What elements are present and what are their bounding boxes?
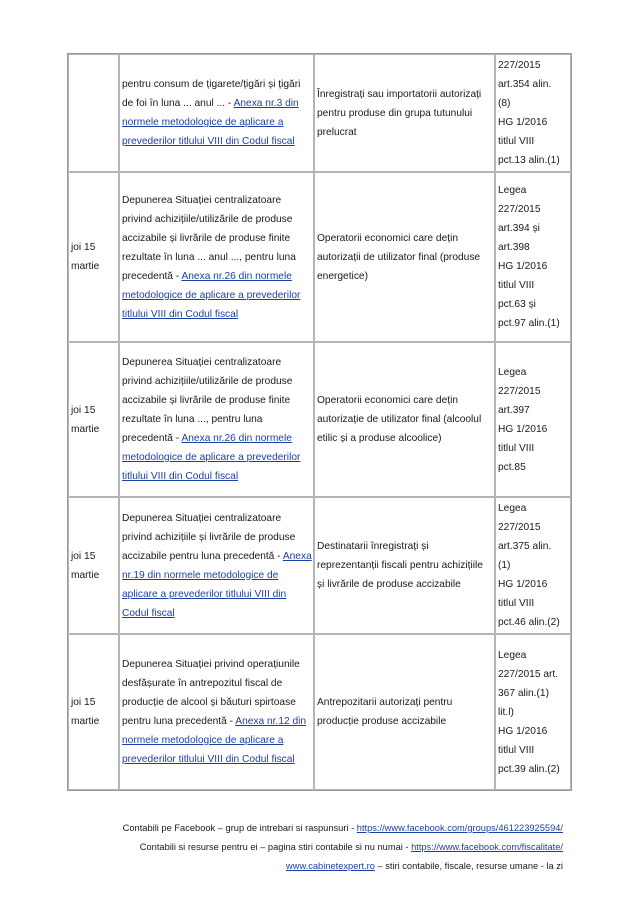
legal-basis-line: (1) [498, 560, 511, 571]
legal-basis-line: Legea [498, 503, 527, 514]
date-cell: joi 15 martie [68, 172, 119, 342]
table-row [68, 342, 571, 497]
obligation-text: pentru consum de țigarete/țigări și țigări de foi în luna ... anul ... - [122, 79, 301, 109]
legal-basis-line: HG 1/2016 [498, 423, 548, 435]
legal-basis-line: 227/2015 [498, 60, 541, 71]
taxpayer-cell: Antrepozitarii autorizați pentru producție produse accizabile [314, 634, 495, 790]
annex-link[interactable]: Anexa nr.26 din normele metodologice de aplicare a prevederilor titlului VIII din Codul fiscal [122, 433, 301, 482]
legal-basis-line: Legea [498, 366, 527, 378]
footer-line [60, 819, 563, 838]
obligation-text: Depunerea Situației centralizatoare privind achizițiile/utilizările de produse accizabile și livrările de produse finite rezultate în luna ..., pentru luna precedentă - [122, 357, 293, 444]
legal-basis-line: 227/2015 [498, 385, 541, 397]
taxpayer-cell: Înregistrați sau importatorii autorizați pentru produse din grupa tutunului prelucrat [314, 54, 495, 172]
table-row [68, 634, 571, 790]
legal-basis-line: art.398 [498, 242, 530, 253]
obligation-cell [119, 54, 314, 172]
legal-basis-cell [495, 342, 571, 497]
legal-basis-line: 227/2015 art. [498, 668, 559, 680]
table-row [68, 497, 571, 634]
date-cell: joi 15 martie [68, 342, 119, 497]
footer-text: – stiri contabile, fiscale, resurse umane - la zi [374, 861, 563, 871]
legal-basis-line: titlul VIII [498, 598, 535, 609]
legal-basis-line: pct.63 și [498, 299, 536, 310]
legal-basis-line: Legea [498, 185, 527, 196]
obligation-text: Depunerea Situației centralizatoare privind achizițiile/utilizările de produse accizabile și livrările de produse finite rezultate în luna ... anul ..., pentru luna precedentă - [122, 194, 296, 282]
taxpayer-cell: Operatorii economici care dețin autorizație de utilizator final (alcoolul etilic și a produse alcoolice) [314, 342, 495, 497]
footer-line [60, 838, 563, 857]
legal-basis-line: pct.97 alin.(1) [498, 318, 560, 329]
facebook-group-link[interactable]: https://www.facebook.com/groups/461223925594/ [356, 823, 563, 833]
taxpayer-cell: Operatorii economici care dețin autorizații de utilizator final (produse energetice) [314, 172, 495, 342]
legal-basis-line: 367 alin.(1) [498, 687, 549, 699]
footer-line [60, 857, 563, 876]
obligation-cell [119, 497, 314, 634]
legal-basis-line: pct.13 alin.(1) [498, 155, 560, 166]
legal-basis-line: titlul VIII [498, 442, 535, 454]
obligation-cell [119, 172, 314, 342]
legal-basis-line: (8) [498, 98, 511, 109]
legal-basis-line: art.397 [498, 404, 530, 416]
obligation-text: Depunerea Situației privind operațiunile desfășurate în antrepozitul fiscal de producție de alcool și băuturi spirtoase pentru luna precedentă - [122, 659, 300, 727]
legal-basis-line: art.375 alin. [498, 541, 552, 552]
date-cell: joi 15 martie [68, 634, 119, 790]
legal-basis-line: titlul VIII [498, 280, 535, 291]
annex-link[interactable]: Anexa nr.12 din normele metodologice de aplicare a prevederilor titlului VIII din Codul fiscal [122, 716, 307, 765]
legal-basis-line: pct.46 alin.(2) [498, 617, 560, 628]
annex-link[interactable]: Anexa nr.26 din normele metodologice de aplicare a prevederilor titlului VIII din Codul fiscal [122, 270, 301, 320]
obligation-cell [119, 634, 314, 790]
website-link[interactable]: www.cabinetexpert.ro [286, 861, 375, 871]
taxpayer-cell: Destinatarii înregistrați și reprezentanții fiscali pentru achizițiile și livrările de produse accizabile [314, 497, 495, 634]
legal-basis-line: 227/2015 [498, 522, 541, 533]
legal-basis-line: HG 1/2016 [498, 117, 548, 128]
legal-basis-line: pct.85 [498, 461, 526, 473]
legal-basis-line: lit.l) [498, 706, 514, 718]
legal-basis-line: titlul VIII [498, 136, 535, 147]
date-cell: joi 15 martie [68, 497, 119, 634]
annex-link[interactable]: Anexa nr.3 din normele metodologice de aplicare a prevederilor titlului VIII din Codul fiscal [122, 98, 299, 147]
page-footer [60, 819, 563, 876]
legal-basis-cell [495, 54, 571, 172]
obligation-cell [119, 342, 314, 497]
legal-basis-line: titlul VIII [498, 744, 535, 756]
footer-text: Contabili pe Facebook – grup de intrebari si raspunsuri - [122, 823, 357, 833]
legal-basis-line: 227/2015 [498, 204, 541, 215]
table-row [68, 54, 571, 172]
footer-text: Contabili si resurse pentru ei – pagina stiri contabile si nu numai - [139, 842, 412, 852]
legal-basis-line: HG 1/2016 [498, 725, 548, 737]
date-cell [68, 54, 119, 172]
legal-basis-cell [495, 634, 571, 790]
legal-basis-line: HG 1/2016 [498, 261, 548, 272]
legal-basis-cell [495, 497, 571, 634]
legal-basis-line: Legea [498, 649, 527, 661]
legal-basis-line: art.394 și [498, 223, 540, 234]
legal-basis-cell [495, 172, 571, 342]
fiscal-obligations-table [67, 53, 572, 791]
obligation-text: Depunerea Situației centralizatoare privind achizițiile și livrările de produse accizabile pentru luna precedentă - [122, 512, 296, 562]
legal-basis-line: pct.39 alin.(2) [498, 763, 560, 775]
facebook-page-link[interactable]: https://www.facebook.com/fiscalitate/ [411, 842, 563, 852]
legal-basis-line: art.354 alin. [498, 79, 552, 90]
annex-link[interactable]: Anexa nr.19 din normele metodologice de aplicare a prevederilor titlului VIII din Codul fiscal [122, 550, 312, 619]
legal-basis-line: HG 1/2016 [498, 579, 548, 590]
table-row [68, 172, 571, 342]
